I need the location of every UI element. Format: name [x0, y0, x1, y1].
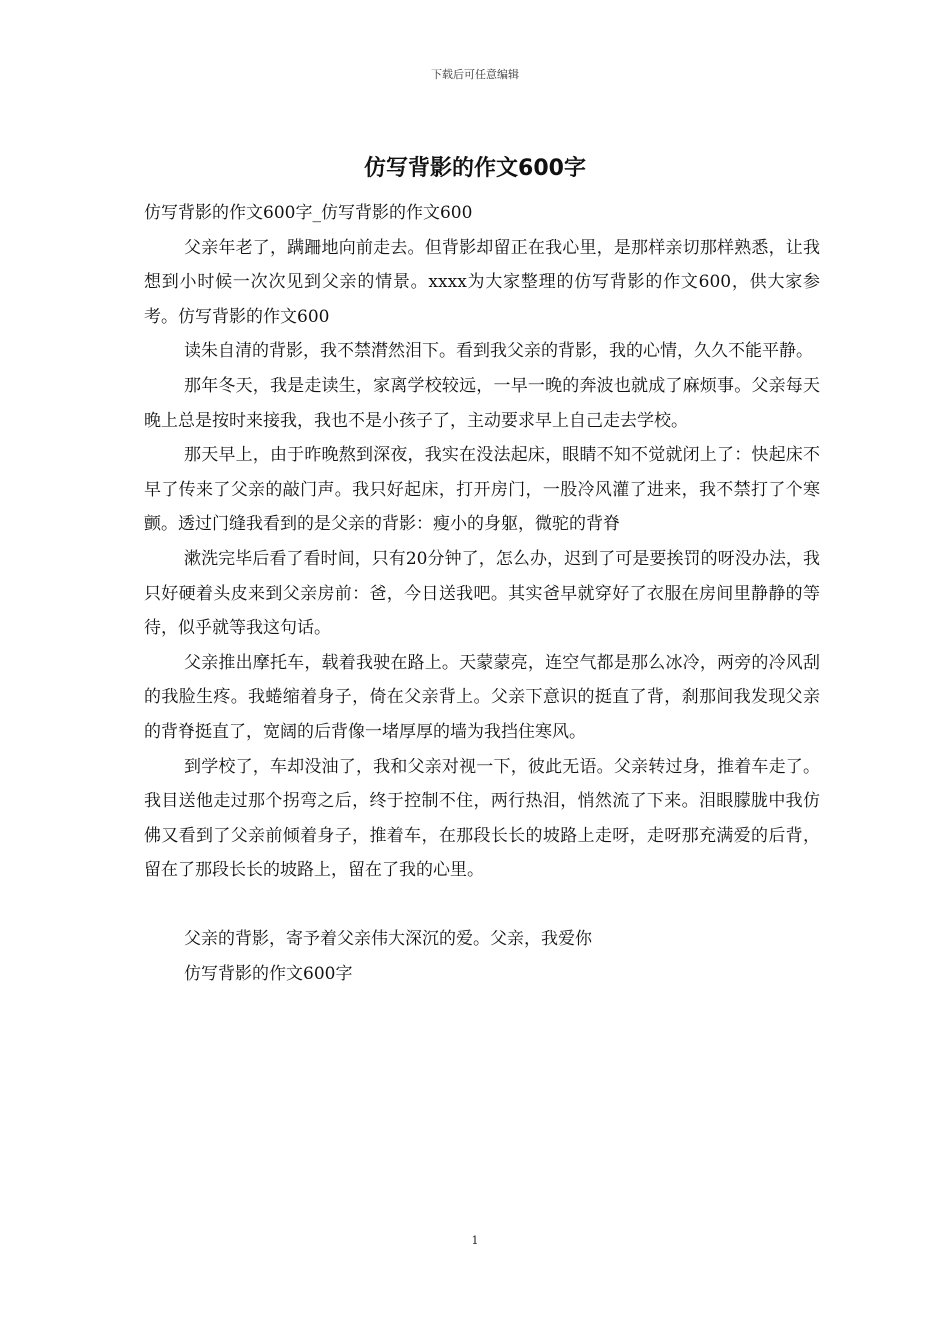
paragraph-conclusion: 父亲的背影，寄予着父亲伟大深沉的爱。父亲，我爱你 — [184, 929, 592, 950]
paragraph-reading: 读朱自清的背影，我不禁潸然泪下。看到我父亲的背影，我的心情，久久不能平静。 — [184, 341, 813, 362]
paragraph-winter: 那年冬天，我是走读生，家离学校较远，一早一晚的奔波也就成了麻烦事。父亲每天晚上总是按时来接我，我也不是小孩子了，主动要求早上自己走去学校。 — [144, 375, 820, 431]
document-title: 仿写背影的作文600字 — [364, 156, 586, 181]
paragraph-motorcycle: 父亲推出摩托车，载着我驶在路上。天蒙蒙亮，连空气都是那么冰冷，两旁的冷风刮的我脸生疼。我蜷缩着身子，倚在父亲背上。父亲下意识的挺直了背，刹那间我发现父亲的背脊挺直了，宽阔的后背像一堵厚厚的墙为我挡住寒风。 — [144, 652, 820, 742]
paragraph-morning: 那天早上，由于昨晚熬到深夜，我实在没法起床，眼睛不知不觉就闭上了：快起床不早了传来了父亲的敲门声。我只好起床，打开房门，一股冷风灌了进来，我不禁打了个寒颤。透过门缝我看到的是父亲的背影：瘦小的身躯，微驼的背脊 — [144, 445, 820, 535]
page-header-note: 下载后可任意编辑 — [431, 68, 519, 81]
document-subtitle: 仿写背影的作文600字_仿写背影的作文600 — [144, 203, 473, 223]
blank-line — [144, 888, 820, 923]
paragraph-school: 到学校了，车却没油了，我和父亲对视一下，彼此无语。父亲转过身，推着车走了。我目送他走过那个拐弯之后，终于控制不住，两行热泪，悄然流了下来。泪眼朦胧中我仿佛又看到了父亲前倾着身子，推着车，在那段长长的坡路上走呀，走呀那充满爱的后背，留在了那段长长的坡路上，留在了我的心里。 — [144, 756, 820, 881]
paragraph-late: 漱洗完毕后看了看时间，只有20分钟了，怎么办，迟到了可是要挨罚的呀没办法，我只好硬着头皮来到父亲房前：爸，今日送我吧。其实爸早就穿好了衣服在房间里静静的等待，似乎就等我这句话。 — [144, 548, 820, 639]
document-body — [144, 196, 820, 992]
paragraph-intro: 父亲年老了，蹒跚地向前走去。但背影却留正在我心里，是那样亲切那样熟悉，让我想到小时候一次次见到父亲的情景。xxxx为大家整理的仿写背影的作文600，供大家参考。仿写背影的作文600 — [144, 237, 820, 327]
page-number: 1 — [471, 1234, 479, 1247]
paragraph-next-title: 仿写背影的作文600字 — [184, 964, 353, 985]
